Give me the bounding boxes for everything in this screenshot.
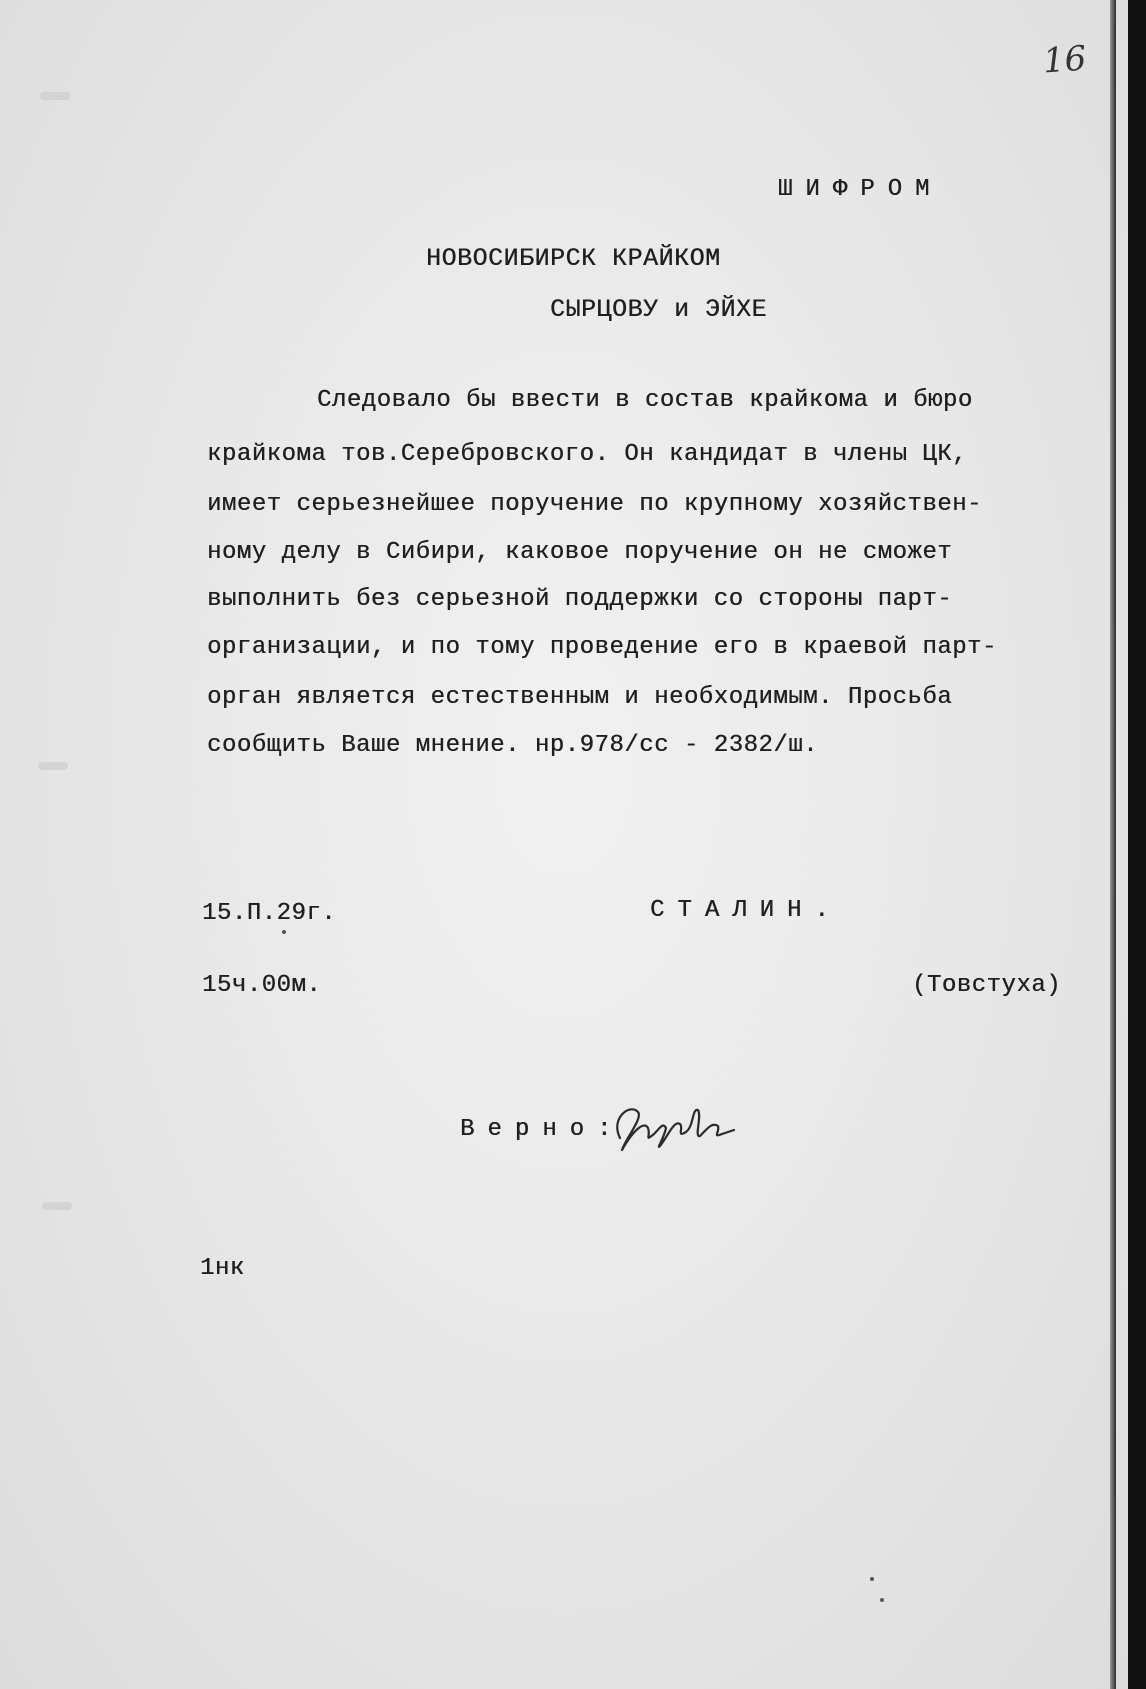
cipher-header: ШИФРОМ xyxy=(778,176,943,203)
copy-mark: 1нк xyxy=(200,1255,245,1282)
body-line: Следовало бы ввести в состав крайкома и бюро xyxy=(317,387,973,414)
body-line: имеет серьезнейшее поручение по крупному хозяйствен- xyxy=(207,491,982,518)
punch-mark xyxy=(40,92,70,100)
addressee-persons: СЫРЦОВУ и ЭЙХЕ xyxy=(550,295,768,324)
page-edge-shadow xyxy=(1110,0,1116,1689)
ink-speck xyxy=(870,1577,874,1581)
certified-label: Верно: xyxy=(460,1116,625,1143)
punch-mark xyxy=(38,762,68,770)
addressee-organization: НОВОСИБИРСК КРАЙКОМ xyxy=(426,244,721,273)
body-line: крайкома тов.Серебровского. Он кандидат в члены ЦК, xyxy=(207,441,968,468)
ink-speck xyxy=(282,930,286,934)
page-number: 16 xyxy=(1041,38,1088,82)
secretary-name: (Товстуха) xyxy=(912,972,1062,999)
body-line: орган является естественным и необходимым. Просьба xyxy=(207,684,953,711)
body-line: сообщить Ваше мнение. нр.978/сс - 2382/ш. xyxy=(207,732,818,759)
document-date: 15.П.29г. xyxy=(202,900,337,927)
body-line: выполнить без серьезной поддержки со стороны парт- xyxy=(207,586,953,613)
body-line: организации, и по тому проведение его в краевой парт- xyxy=(207,634,997,661)
document-time: 15ч.00м. xyxy=(202,972,322,999)
handwritten-signature xyxy=(608,1098,738,1158)
ink-speck xyxy=(880,1598,884,1602)
signatory-name: СТАЛИН. xyxy=(650,897,842,924)
body-line: ному делу в Сибири, каковое поручение он не сможет xyxy=(207,539,953,566)
punch-mark xyxy=(42,1202,72,1210)
